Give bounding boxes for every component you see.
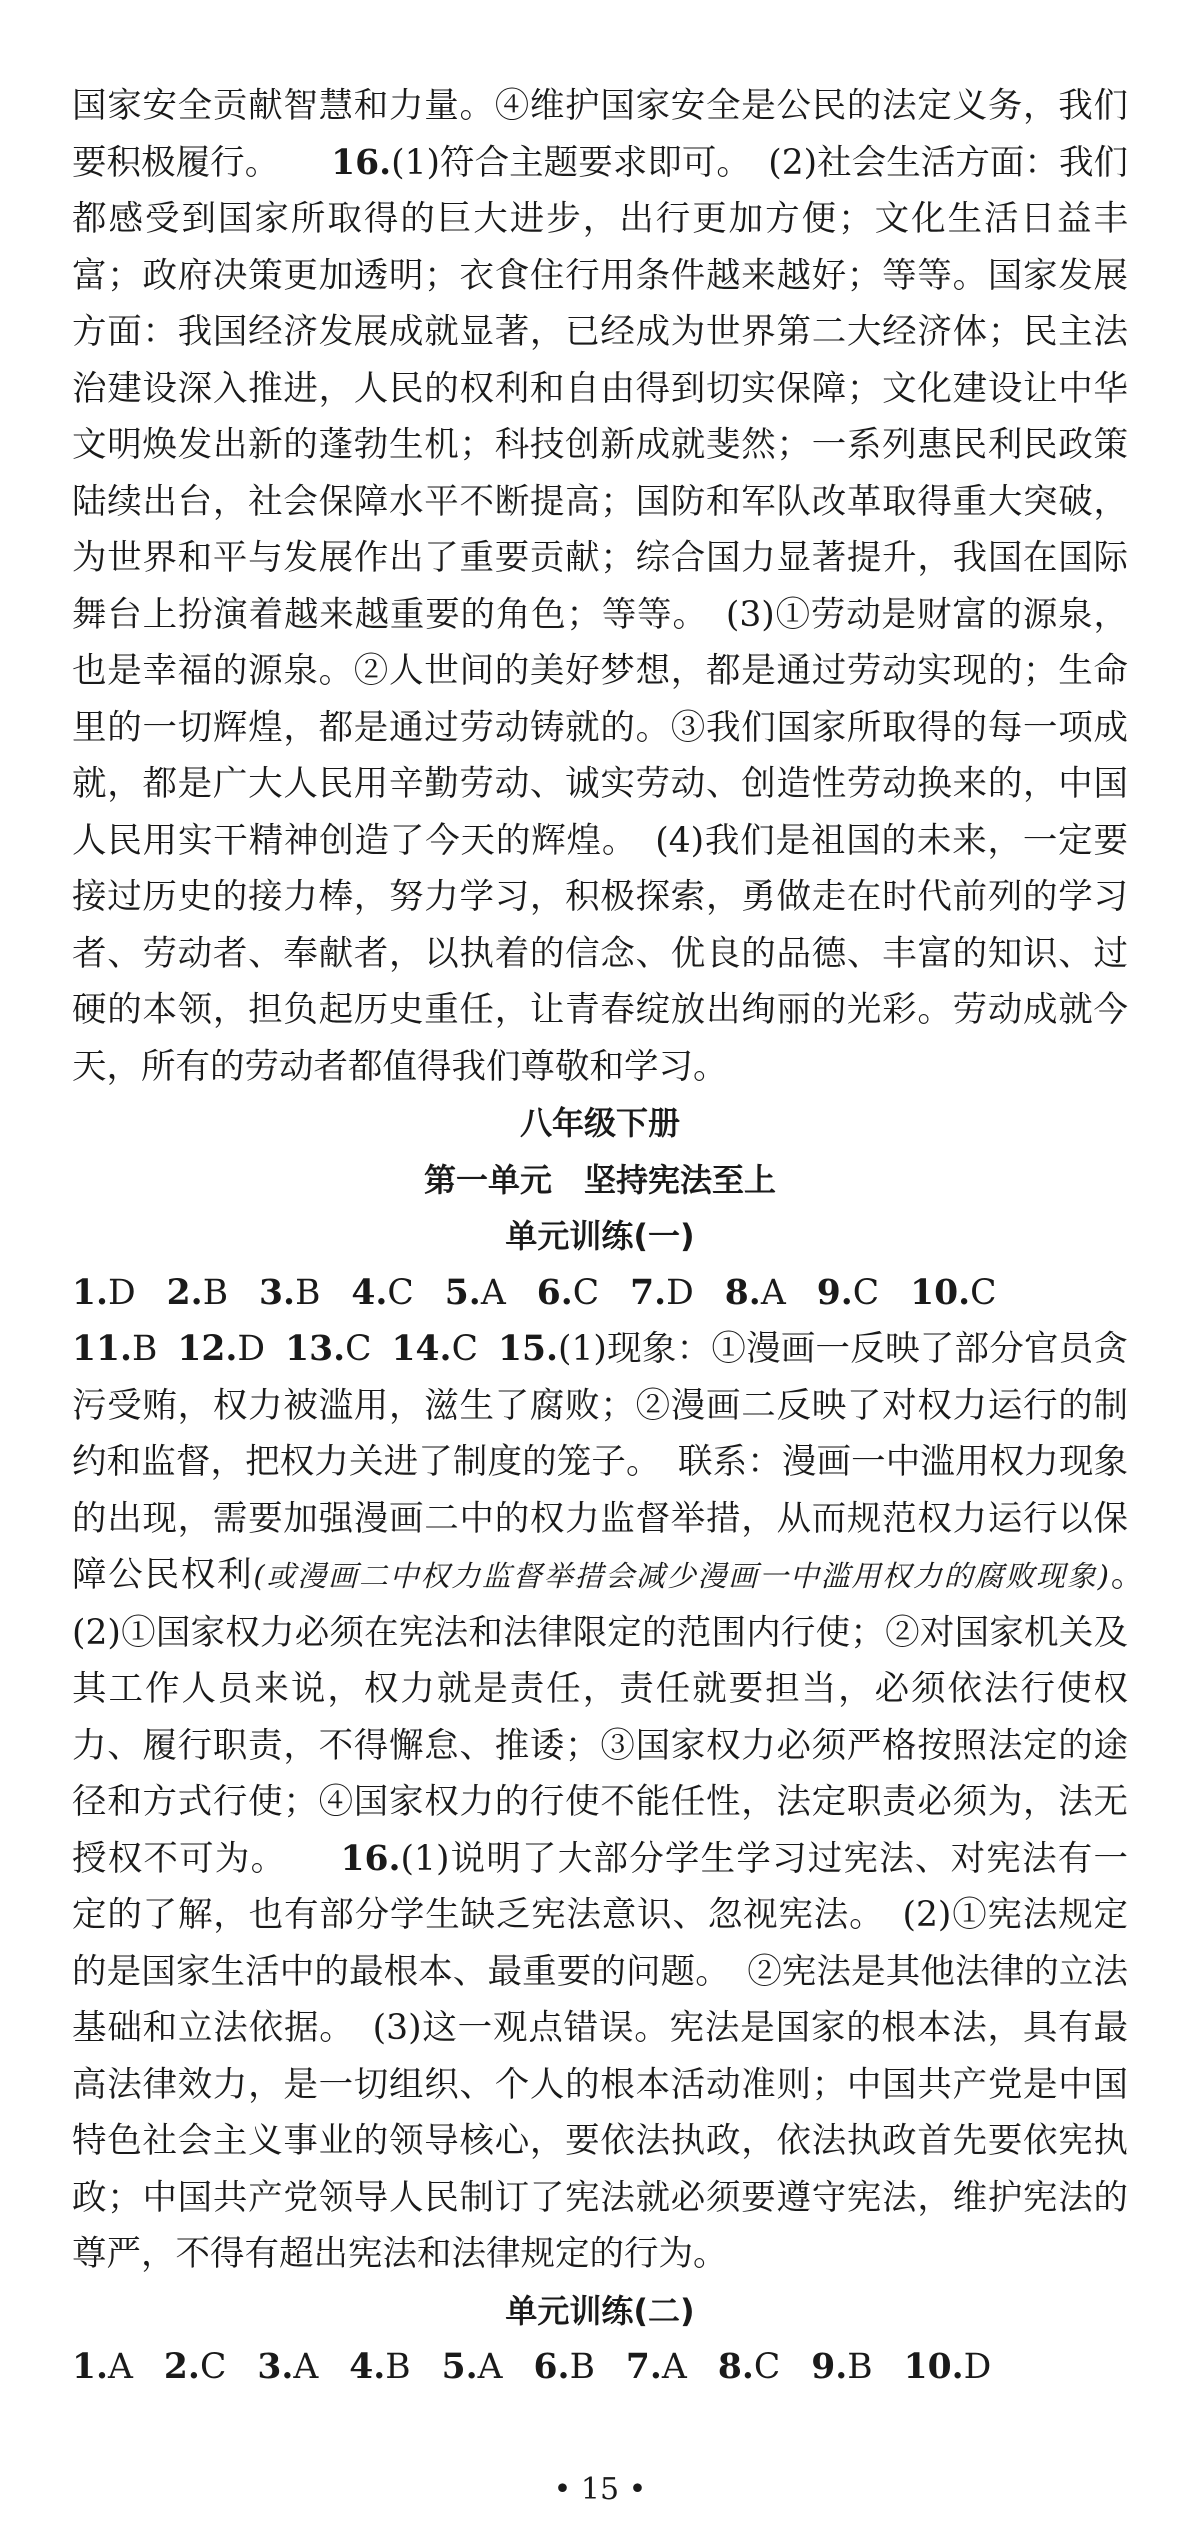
answer-block-2 (72, 1321, 1163, 2283)
question-number: 15. (497, 1329, 558, 1369)
question-number: 16. (331, 142, 392, 183)
book-heading: 八年级下册 (519, 1104, 680, 1142)
answer-text: 。 (2)①国家权力必须在宪法和法律限定的范围内行使；②对国家机关及其工作人员来说，权力就是责任，责任就要担当，必须依法行使权力、履行职责，不得懈怠、推诿；③国家权力必须严格按照法定的途径和方式行使；④国家权力的行使不能任性，法定职责必须为，法无授权不可为。 (72, 1555, 1163, 1879)
choice-answer: 1.A (72, 2347, 133, 2387)
answer-text: (1)现象：①漫画一反映了部分官员贪污受贿，权力被滥用，滋生了腐败；②漫画二反映了对权力运行的制约和监督，把权力关进了制度的笼子。 联系：漫画一中滥用权力现象的出现，需要加强漫画二中的权力监督举措，从而规范权力运行以保障公民权利 (72, 1329, 1128, 1595)
answer-text: (1)说明了大部分学生学习过宪法、对宪法有一定的了解，也有部分学生缺乏宪法意识、忽视宪法。 (2)①宪法规定的是国家生活中的最根本、最重要的问题。 ②宪法是其他法律的立法基础和立法依据。 (3)这一观点错误。宪法是国家的根本法，具有最高法律效力，是一切组织、个人的根本活动准则；中国共产党是中国特色社会主义事业的领导核心，要依法执政，依法执政首先要依宪执政；中国共产党领导人民制订了宪法就必须要遵守宪法，维护宪法的尊严，不得有超出宪法和法律规定的行为。 (72, 1838, 1129, 2274)
choice-answer: 6.C (536, 1272, 600, 1313)
choice-answer: 10.C (910, 1272, 997, 1313)
choice-answer: 2.B (166, 1272, 229, 1313)
training-heading-2: 单元训练(二) (505, 2291, 695, 2330)
answer-text: (1)符合主题要求即可。 (2)社会生活方面：我们都感受到国家所取得的巨大进步，出行更加方便；文化生活日益丰富；政府决策更加透明；衣食住行用条件越来越好；等等。国家发展方面：我国经济发展成就显著，已经成为世界第二大经济体；民主法治建设深入推进，人民的权利和自由得到切实保障；文化建设让中华文明焕发出新的蓬勃生机；科技创新成就斐然；一系列惠民利民政策陆续出台，社会保障水平不断提高；国防和军队改革取得重大突破，为世界和平与发展作出了重要贡献；综合国力显著提升，我国在国际舞台上扮演着越来越重要的角色；等等。 (3)①劳动是财富的源泉，也是幸福的源泉。②人世间的美好梦想，都是通过劳动实现的；生命里的一切辉煌，都是通过劳动铸就的。③我们国家所取得的每一项成就，都是广大人民用辛勤劳动、诚实劳动、创造性劳动换来的，中国人民用实干精神创造了今天的辉煌。 (4)我们是祖国的未来，一定要接过历史的接力棒，努力学习，积极探索，勇做走在时代前列的学习者、劳动者、奉献者，以执着的信念、优良的品德、丰富的知识、过硬的本领，担负起历史重任，让青春绽放出绚丽的光彩。劳动成就今天，所有的劳动者都值得我们尊敬和学习。 (72, 142, 1128, 1087)
unit-heading: 第一单元 坚持宪法至上 (423, 1160, 776, 1199)
answer-page (72, 78, 1163, 2547)
choice-answer: 10.D (903, 2347, 992, 2387)
training-heading-1: 单元训练(一) (505, 1217, 695, 1255)
choice-answer: 4.B (349, 2347, 411, 2387)
choice-answers-row (72, 1265, 1128, 1322)
choice-answer: 14.C (391, 1329, 478, 1369)
choice-answers-row (72, 2339, 1128, 2396)
choice-answer: 3.A (257, 2347, 319, 2387)
choice-answer: 11.B (72, 1329, 158, 1369)
choice-answer: 5.A (441, 2347, 503, 2387)
choice-answer: 9.B (811, 2347, 873, 2387)
choice-answer: 3.B (259, 1272, 321, 1313)
answer-block-1 (72, 78, 1128, 1095)
choice-answer: 8.A (724, 1272, 786, 1313)
answer-note: (或漫画二中权力监督举措会减少漫画一中滥用权力的腐败现象) (253, 1559, 1109, 1593)
question-number: 16. (340, 1838, 401, 1879)
page-number: • 15 • (553, 2472, 647, 2507)
choice-answer: 13.C (285, 1329, 372, 1369)
answer-text: 国家安全贡献智慧和力量。④维护国家安全是公民的法定义务，我们要积极履行。 (72, 86, 1128, 183)
choice-answer: 9.C (816, 1272, 880, 1313)
choice-answer: 4.C (351, 1272, 414, 1313)
choice-answer: 6.B (533, 2347, 595, 2387)
choice-answer: 7.A (625, 2347, 687, 2387)
choice-answer: 7.D (630, 1272, 694, 1313)
choice-answer: 8.C (717, 2347, 781, 2387)
choice-answer: 5.A (444, 1272, 506, 1313)
choice-answer: 12.D (177, 1329, 266, 1369)
choice-answer: 2.C (163, 2347, 227, 2387)
choice-answer: 1.D (72, 1272, 136, 1313)
